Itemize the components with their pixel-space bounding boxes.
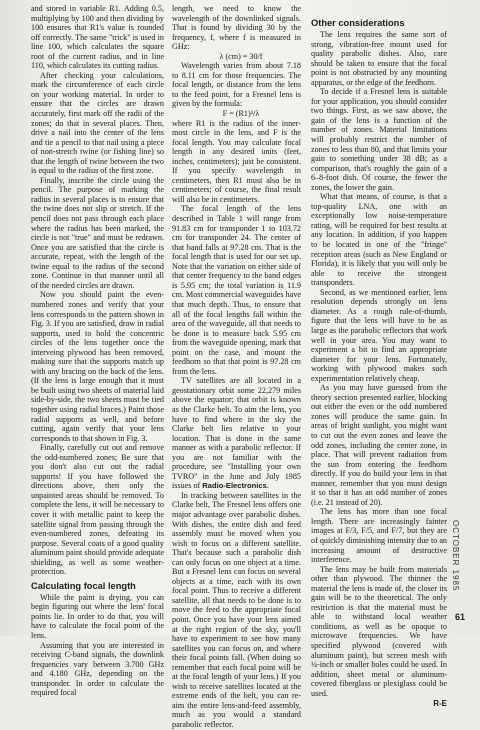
- paragraph-end: .: [266, 481, 269, 491]
- paragraph: [172, 376, 301, 491]
- paragraph: What that means, of course, is that a top-quality LNA, one with an exceptionally low noise-temperature rating, will be required for best results at any location. In addition, if you happen to be located in one of the "fringe" reception areas (such as New England or Florida), it is likely that you will only be able to receive the strongest transponders.: [311, 192, 447, 288]
- paragraph: length, we need to know the wavelength of the downlinked signals. That is found by dividing 30 by the frequency, f, where f is measured in GHz:: [172, 4, 301, 52]
- formula-wavelength: λ (cm) = 30/f: [219, 51, 263, 61]
- text-column-3: [311, 4, 447, 709]
- paragraph: The lens has more than one focal length. There are increasingly fainter images at F/3, F/5, and F/7, but they are of quickly diminishing intensity due to an increasing amount of destructive interference.: [311, 507, 447, 565]
- issue-date: OCTOBER 1985: [451, 520, 460, 592]
- page-number: 61: [455, 612, 466, 622]
- paragraph: The lens may be built from materials other than plywood. The thinner the material the lens is made of, the closer its gain will be to the theoretical. The only restriction is that the material must be able to withstand local weather conditions, as well as be opaque to microwave frequencies. We have specified plywood (covered with aluminum paint), but screen mesh with ¼-inch or smaller holes could be used. In addition, sheet metal or aluminum-covered fiberglass or plexiglass could be used.: [311, 564, 447, 698]
- paragraph: where R1 is the radius of the inner-most circle in the lens, and F is the focal length. You may calculate focal length in any desired units (feet, inches, centimeters); just be consistent. If you specify wavelength in centimeters, then R1 must also be in centimeters; of course, the final result will also be in centimeters.: [172, 118, 301, 204]
- paragraph: Now you should paint the even-numbered zones and verify that your lens corresponds to the pattern shown in Fig. 3. If you are satisfied, draw in radial supports, used to hold the concentric circles of the lens together once the interveing plywood has been removed, making sure that the supports match up with any bracing on the back of the lens. (If the lens is large enough that it must be built using two sheets of material laid side-by-side, the two sheets must be tied together using radial braces.) Paint those radial supports as well, and before cutting, again verify that your lens corresponds to that shown in Fig. 3.: [31, 290, 164, 443]
- section-heading-focal-length: Calculating focal length: [31, 580, 136, 591]
- section-heading-other-considerations: Other considerations: [311, 18, 405, 28]
- paragraph: The lens requires the same sort of strong, vibration-free mount used for quality parabolic dishes. Also, care should be taken to ensure that the focal point is not obstructed by any mounting apparatus, or the edge of the feedhorn.: [311, 30, 447, 87]
- text-column-1: [31, 4, 164, 698]
- paragraph-text: TV satellites are all located in a geostationary orbit some 22,279 miles above the equator; that orbit is known as the Clarke belt. To aim the lens, you have to find where in the sky the Clarke belt lies relative to your location. That is done in the same manner as with a parabolic reflector. If you are not familiar with the procedure, see "Installing your own TVRO" in the June and July 1985 issues of: [172, 376, 301, 491]
- paragraph: Second, as we mentioned earlier, lens resolution depends strongly on lens diameter. As a rough rule-of-thumb, figure that the lens will have to be as large as the parabolic reflectors that work well in your area. You may want to experiment a bit to find an appropriate diameter for your lens. Fortunately, working with plywood makes such experimentation relatively cheap.: [311, 287, 447, 383]
- magazine-name: Radio-Electronics: [202, 481, 267, 491]
- paragraph: While the paint is drying, you can begin figuring out where the lens' focal points lie. In order to do that, you will have to calculate the focal point of the lens.: [31, 592, 164, 640]
- paragraph: Wavelength varies from about 7.18 to 8.11 cm for those frequencies. The focal length, or distance from the lens to the feed point, for a Fresnel lens is given by the formula:: [172, 61, 301, 109]
- paragraph: Finally, carefully cut out and remove the odd-numbered zones; Be sure that you don't also cut out the radial supports! If you have followed the directions above, then only the unpainted areas should be removed. To complete the lens, it will be necessary to cover it with metallic paint to keep the satellite signal from passing through the even-numbered zones, defeating its purpose. Several coats of a good quality aluminum paint should provide adequate shielding, as well as some weather-protection.: [31, 443, 164, 577]
- text-column-2: [172, 4, 301, 730]
- article-signoff: R-E: [433, 699, 447, 709]
- formula-focal-length: F = (R1)²/λ: [222, 109, 260, 119]
- paragraph: Assuming that you are interested in receiving C-band signals, the downlink frequencies vary between 3.700 GHz and 4.180 GHz, depending on the transponder. In order to calculate the required focal: [31, 640, 164, 698]
- paragraph: As you may have guessed from the theory section presented earlier, blocking out either the even or the odd numbered zones will produce the same gain. In areas of bright sunlight, you might want to cut out the even zones and leave the odd zones, including the center zone, in place. That will prevent radiation from the sun from entering the feedhorn directly. If you do build your lens in that manner, remember that you must design it so that it has an odd number of zones (i.e. 21 instead of 20).: [311, 383, 447, 507]
- paragraph: After checking your calculations, mark the circumference of each circle on your working material. In order to ensure that the circles are drawn accurately, first mark off the radii of the zones; do that in several places. Then, drive a nail into the center of the lens and tie a pencil to that nail using a piece of non-stretch twine (or fishing line) so that the length of twine between the two is equal to the radius of the first zone.: [31, 70, 164, 176]
- paragraph: and stored in variable R1. Adding 0.5, multiplying by 100 and then dividing by 100 ensures that R1's value is rounded off correctly. The same "trick" is used in line 100, which calculates the square root of the current radius, and in line 110, which calculates its cutting radius.: [31, 4, 164, 71]
- paragraph: The focal length of the lens described in Table 1 will range from 91.83 cm for transponder 1 to 103.72 cm for transponder 24. The center of that band falls at 97.28 cm. That is the focal length that is used for our set up. Note that the variation on either side of that center frequency to the band edges is 5.95 cm; the total variation is 11.9 cm. Most commercial waveguides have that much depth. Thus, to ensure that all of the focal lengths fall within the area of the waveguide, all that needs to be done is to measure back 5.95 cm from the waveguide opening, mark that point on the case, and mount the feedhorn so that that point is 97.28 cm from the lens.: [172, 204, 301, 376]
- paragraph: To decide if a Fresnel lens is suitable for your application, you should consider two things. First, as we saw above, the gain of the lens is a function of the number of zones. Material limitations will probably restrict the number of zones to less than 80, and that limits your gain to something under 38 dB; as a comparison, that's roughly the gain of a 6–8-foot dish. Of course, the fewer the zones, the lower the gain.: [311, 87, 447, 192]
- paragraph: In tracking between satellites in the Clarke belt, The Fresnel lens offers one major advantage over parabolic dishes. With dishes, the entire dish and feed assembly must be moved when you wish to focus on a different satellite. That's because such a parabolic dish can only focus on one object at a time. But a Fresnel lens can focus on several objects at a time, each with its own focal point. Thus to receive a different satellite, all that needs to be done is to move the feed to the appropriate focal point. Once you have your lens aimed at the right region of the sky, you'll have to experiment to see how many satellites you can focus on, and where their focal points fall. (When doing so remember that each focal point will be at the focal length of your lens.) If you wish to receive satellites located at the extreme ends of the belt, you can re-aim the entire lens-and-feed assembly, much as you would a standard parabolic reflector.: [172, 490, 301, 730]
- paragraph: Finally, inscribe the circle using the pencil. The purpose of marking the radius in several places is to ensure that the twine does not slip or stretch. If the pencil does not pass through each place where the radius has been marked, the circle is not "true" and must be redrawn. Once you are satisfied that the circle is accurate, repeat, with the length of the twine equal to the radius of the second zone. Continue in that manner until all of the needed circles are drawn.: [31, 175, 164, 290]
- running-head: [448, 520, 462, 610]
